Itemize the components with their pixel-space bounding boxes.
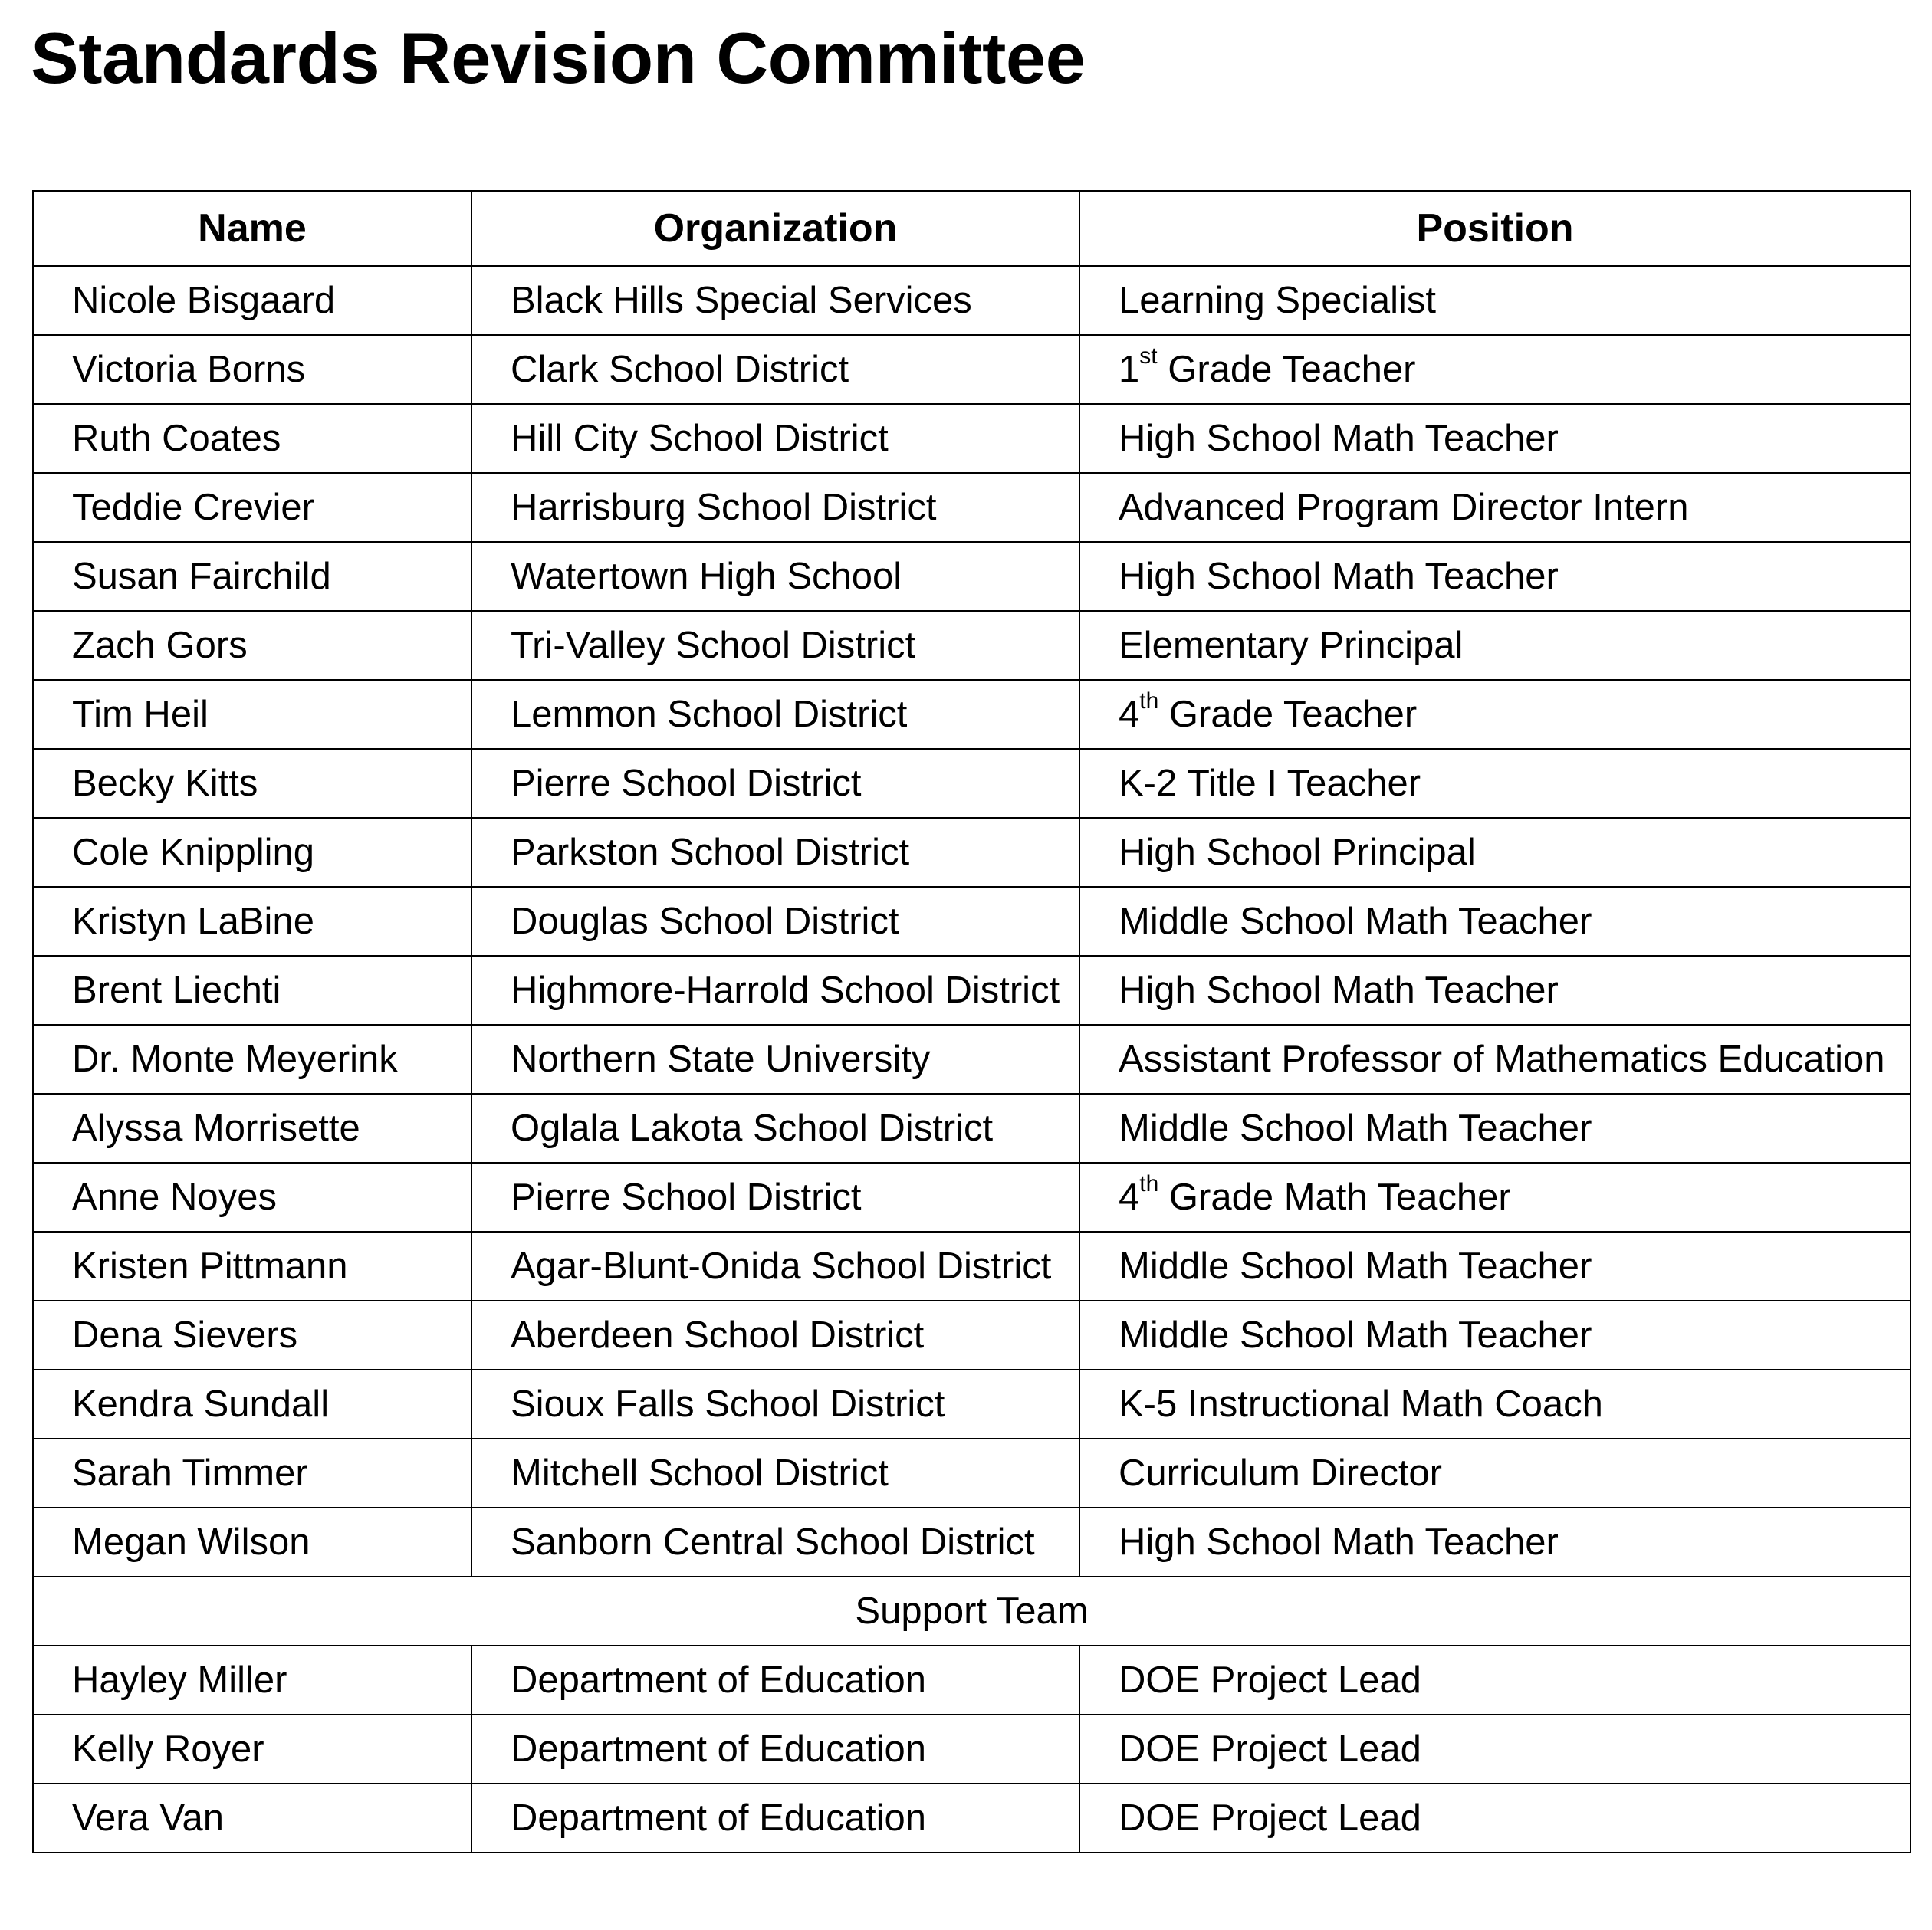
- organization-cell: Sioux Falls School District: [472, 1370, 1079, 1439]
- column-header-name: Name: [33, 191, 472, 266]
- table-row: [33, 1232, 1911, 1301]
- organization-cell: Department of Education: [472, 1715, 1079, 1784]
- organization-cell: Sanborn Central School District: [472, 1508, 1079, 1577]
- position-cell: High School Math Teacher: [1079, 956, 1911, 1025]
- organization-cell: Watertown High School: [472, 542, 1079, 611]
- table-row: [33, 680, 1911, 749]
- position-cell: DOE Project Lead: [1079, 1646, 1911, 1715]
- organization-cell: Black Hills Special Services: [472, 266, 1079, 335]
- name-cell: Dena Sievers: [33, 1301, 472, 1370]
- name-cell: Kelly Royer: [33, 1715, 472, 1784]
- table-row: [33, 887, 1911, 956]
- position-cell: K-5 Instructional Math Coach: [1079, 1370, 1911, 1439]
- name-cell: Tim Heil: [33, 680, 472, 749]
- position-ordinal-suffix: th: [1139, 688, 1159, 714]
- organization-cell: Pierre School District: [472, 749, 1079, 818]
- position-cell: High School Principal: [1079, 818, 1911, 887]
- organization-cell: Aberdeen School District: [472, 1301, 1079, 1370]
- position-text: Grade Teacher: [1158, 693, 1418, 735]
- table-row: [33, 956, 1911, 1025]
- position-cell: Assistant Professor of Mathematics Education: [1079, 1025, 1911, 1094]
- organization-cell: Parkston School District: [472, 818, 1079, 887]
- position-ordinal-number: 4: [1119, 693, 1140, 735]
- table-row: [33, 1163, 1911, 1232]
- name-cell: Becky Kitts: [33, 749, 472, 818]
- position-cell: Curriculum Director: [1079, 1439, 1911, 1508]
- committee-table: [32, 190, 1911, 1853]
- position-cell: High School Math Teacher: [1079, 542, 1911, 611]
- organization-cell: Mitchell School District: [472, 1439, 1079, 1508]
- organization-cell: Hill City School District: [472, 404, 1079, 473]
- table-row: [33, 749, 1911, 818]
- position-ordinal-suffix: st: [1139, 343, 1158, 369]
- table-row: [33, 266, 1911, 335]
- position-ordinal-number: 4: [1119, 1176, 1140, 1218]
- name-cell: Sarah Timmer: [33, 1439, 472, 1508]
- position-text: Grade Math Teacher: [1158, 1176, 1511, 1218]
- table-row: [33, 1439, 1911, 1508]
- name-cell: Zach Gors: [33, 611, 472, 680]
- organization-cell: Department of Education: [472, 1784, 1079, 1853]
- name-cell: Alyssa Morrisette: [33, 1094, 472, 1163]
- position-cell: Elementary Principal: [1079, 611, 1911, 680]
- organization-cell: Harrisburg School District: [472, 473, 1079, 542]
- name-cell: Kristyn LaBine: [33, 887, 472, 956]
- position-ordinal-suffix: th: [1139, 1171, 1159, 1197]
- table-row: [33, 404, 1911, 473]
- name-cell: Cole Knippling: [33, 818, 472, 887]
- name-cell: Megan Wilson: [33, 1508, 472, 1577]
- table-row: [33, 473, 1911, 542]
- position-cell: DOE Project Lead: [1079, 1784, 1911, 1853]
- name-cell: Dr. Monte Meyerink: [33, 1025, 472, 1094]
- table-header-row: [33, 191, 1911, 266]
- position-cell: K-2 Title I Teacher: [1079, 749, 1911, 818]
- table-row: [33, 542, 1911, 611]
- organization-cell: Clark School District: [472, 335, 1079, 404]
- name-cell: Victoria Borns: [33, 335, 472, 404]
- table-row: [33, 611, 1911, 680]
- organization-cell: Oglala Lakota School District: [472, 1094, 1079, 1163]
- column-header-position: Position: [1079, 191, 1911, 266]
- name-cell: Anne Noyes: [33, 1163, 472, 1232]
- position-cell: Learning Specialist: [1079, 266, 1911, 335]
- name-cell: Susan Fairchild: [33, 542, 472, 611]
- organization-cell: Agar-Blunt-Onida School District: [472, 1232, 1079, 1301]
- name-cell: Vera Van: [33, 1784, 472, 1853]
- table-row: [33, 1094, 1911, 1163]
- organization-cell: Lemmon School District: [472, 680, 1079, 749]
- name-cell: Ruth Coates: [33, 404, 472, 473]
- name-cell: Nicole Bisgaard: [33, 266, 472, 335]
- support-team-label: Support Team: [33, 1577, 1911, 1646]
- name-cell: Kendra Sundall: [33, 1370, 472, 1439]
- position-cell: Middle School Math Teacher: [1079, 1301, 1911, 1370]
- table-row: [33, 818, 1911, 887]
- position-cell: High School Math Teacher: [1079, 1508, 1911, 1577]
- organization-cell: Highmore-Harrold School District: [472, 956, 1079, 1025]
- organization-cell: Douglas School District: [472, 887, 1079, 956]
- position-text: Grade Teacher: [1157, 348, 1416, 390]
- page-title: Standards Revision Committee: [31, 18, 1086, 98]
- column-header-organization: Organization: [472, 191, 1079, 266]
- organization-cell: Department of Education: [472, 1646, 1079, 1715]
- position-cell: Advanced Program Director Intern: [1079, 473, 1911, 542]
- position-ordinal-number: 1: [1119, 348, 1140, 390]
- name-cell: Brent Liechti: [33, 956, 472, 1025]
- name-cell: Kristen Pittmann: [33, 1232, 472, 1301]
- position-cell: Middle School Math Teacher: [1079, 887, 1911, 956]
- table-row: [33, 1301, 1911, 1370]
- table-row: [33, 335, 1911, 404]
- organization-cell: Tri-Valley School District: [472, 611, 1079, 680]
- table-row: [33, 1508, 1911, 1577]
- position-cell: [1079, 680, 1911, 749]
- position-cell: DOE Project Lead: [1079, 1715, 1911, 1784]
- table-row: [33, 1025, 1911, 1094]
- name-cell: Teddie Crevier: [33, 473, 472, 542]
- organization-cell: Northern State University: [472, 1025, 1079, 1094]
- position-cell: High School Math Teacher: [1079, 404, 1911, 473]
- organization-cell: Pierre School District: [472, 1163, 1079, 1232]
- table-row: [33, 1784, 1911, 1853]
- position-cell: Middle School Math Teacher: [1079, 1232, 1911, 1301]
- position-cell: [1079, 1163, 1911, 1232]
- name-cell: Hayley Miller: [33, 1646, 472, 1715]
- table-row: [33, 1370, 1911, 1439]
- position-cell: [1079, 335, 1911, 404]
- table-row: [33, 1646, 1911, 1715]
- table-row: [33, 1715, 1911, 1784]
- position-cell: Middle School Math Teacher: [1079, 1094, 1911, 1163]
- support-team-row: [33, 1577, 1911, 1646]
